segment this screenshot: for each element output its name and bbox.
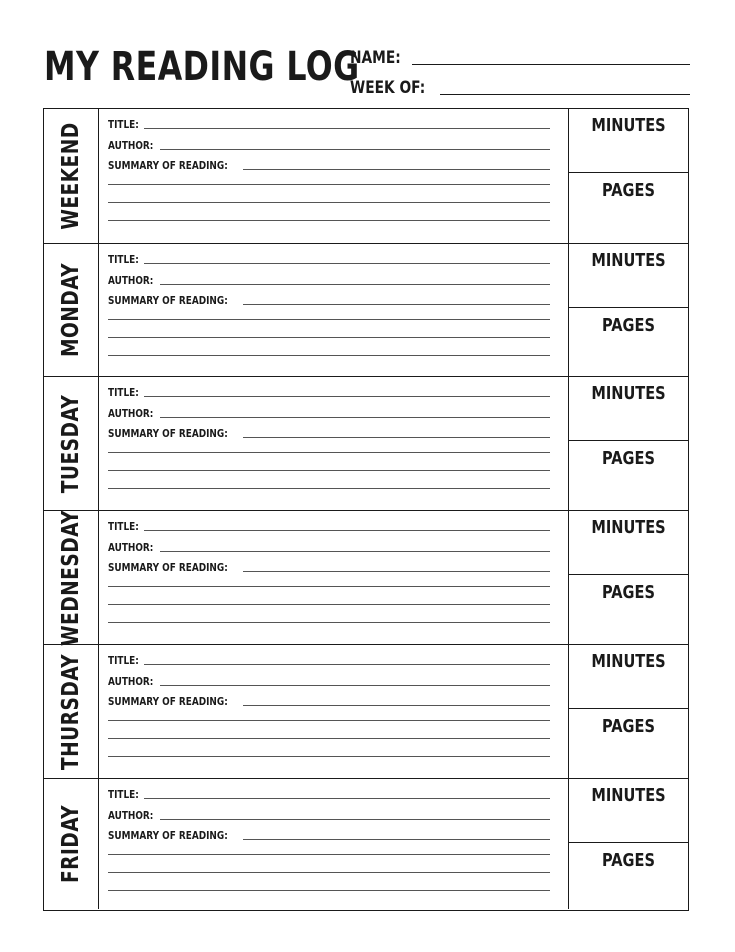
day-row-weekend	[44, 109, 688, 243]
day-column	[44, 377, 99, 510]
summary-rule[interactable]	[108, 319, 550, 320]
stats-column	[569, 645, 688, 778]
author-label: AUTHOR:	[108, 809, 154, 822]
summary-line[interactable]	[243, 839, 550, 840]
summary-field[interactable]	[108, 290, 550, 307]
pages-label: PAGES	[602, 850, 655, 871]
entry-column	[99, 645, 569, 778]
minutes-label: MINUTES	[591, 383, 666, 404]
author-field[interactable]	[108, 537, 550, 554]
summary-rule[interactable]	[108, 488, 550, 489]
pages-label: PAGES	[602, 315, 655, 336]
pages-label: PAGES	[602, 582, 655, 603]
day-label: WEDNESDAY	[58, 509, 84, 646]
week-of-label: WEEK OF:	[350, 78, 426, 98]
title-field[interactable]	[108, 515, 550, 533]
day-label: TUESDAY	[58, 394, 84, 493]
day-column	[44, 109, 99, 243]
pages-label: PAGES	[602, 180, 655, 201]
pages-box[interactable]	[569, 842, 688, 909]
author-label: AUTHOR:	[108, 274, 154, 287]
day-label: FRIDAY	[58, 804, 84, 884]
title-label: TITLE:	[108, 253, 139, 266]
entry-column	[99, 779, 569, 909]
summary-field[interactable]	[108, 557, 550, 574]
title-field[interactable]	[108, 113, 550, 131]
summary-line[interactable]	[243, 705, 550, 706]
author-field[interactable]	[108, 270, 550, 287]
summary-rule[interactable]	[108, 220, 550, 221]
entry-column	[99, 244, 569, 376]
summary-rule[interactable]	[108, 890, 550, 891]
title-label: TITLE:	[108, 118, 139, 131]
reading-log-table	[43, 108, 689, 911]
summary-rule[interactable]	[108, 738, 550, 739]
stats-column	[569, 109, 688, 243]
summary-rule[interactable]	[108, 586, 550, 587]
title-label: TITLE:	[108, 520, 139, 533]
summary-line[interactable]	[243, 437, 550, 438]
summary-line[interactable]	[243, 169, 550, 170]
summary-rule[interactable]	[108, 470, 550, 471]
summary-field[interactable]	[108, 825, 550, 842]
day-column	[44, 244, 99, 376]
week-of-line[interactable]	[440, 94, 690, 95]
day-row-thursday	[44, 644, 688, 778]
week-of-field[interactable]	[350, 74, 690, 98]
summary-rule[interactable]	[108, 604, 550, 605]
summary-rule[interactable]	[108, 756, 550, 757]
title-field[interactable]	[108, 783, 550, 801]
author-label: AUTHOR:	[108, 675, 154, 688]
stats-column	[569, 511, 688, 644]
title-line[interactable]	[144, 664, 550, 665]
pages-label: PAGES	[602, 716, 655, 737]
title-field[interactable]	[108, 649, 550, 667]
summary-rule[interactable]	[108, 202, 550, 203]
summary-rule[interactable]	[108, 622, 550, 623]
title-field[interactable]	[108, 381, 550, 399]
summary-rule[interactable]	[108, 184, 550, 185]
author-field[interactable]	[108, 403, 550, 420]
summary-rule[interactable]	[108, 872, 550, 873]
title-label: TITLE:	[108, 654, 139, 667]
page-title: MY READING LOG	[44, 44, 360, 90]
day-label: THURSDAY	[58, 653, 84, 770]
summary-label: SUMMARY OF READING:	[108, 829, 228, 842]
stats-column	[569, 779, 688, 909]
title-line[interactable]	[144, 396, 550, 397]
day-row-friday	[44, 778, 688, 909]
summary-label: SUMMARY OF READING:	[108, 695, 228, 708]
author-field[interactable]	[108, 135, 550, 152]
summary-rule[interactable]	[108, 355, 550, 356]
author-line[interactable]	[160, 819, 550, 820]
summary-label: SUMMARY OF READING:	[108, 294, 228, 307]
summary-line[interactable]	[243, 571, 550, 572]
minutes-label: MINUTES	[591, 115, 666, 136]
day-row-monday	[44, 243, 688, 376]
summary-field[interactable]	[108, 691, 550, 708]
summary-rule[interactable]	[108, 337, 550, 338]
author-field[interactable]	[108, 671, 550, 688]
summary-field[interactable]	[108, 423, 550, 440]
day-column	[44, 511, 99, 644]
author-line[interactable]	[160, 417, 550, 418]
title-field[interactable]	[108, 248, 550, 266]
pages-box[interactable]	[569, 708, 688, 778]
author-label: AUTHOR:	[108, 407, 154, 420]
summary-label: SUMMARY OF READING:	[108, 561, 228, 574]
summary-line[interactable]	[243, 304, 550, 305]
minutes-label: MINUTES	[591, 785, 666, 806]
author-line[interactable]	[160, 284, 550, 285]
title-label: TITLE:	[108, 788, 139, 801]
minutes-label: MINUTES	[591, 651, 666, 672]
pages-box[interactable]	[569, 440, 688, 510]
title-line[interactable]	[144, 128, 550, 129]
minutes-box[interactable]	[569, 645, 688, 709]
pages-label: PAGES	[602, 448, 655, 469]
entry-column	[99, 511, 569, 644]
title-line[interactable]	[144, 263, 550, 264]
day-row-tuesday	[44, 376, 688, 510]
day-label: WEEKEND	[58, 122, 84, 230]
summary-field[interactable]	[108, 155, 550, 172]
minutes-label: MINUTES	[591, 517, 666, 538]
name-label: NAME:	[350, 48, 401, 68]
stats-column	[569, 244, 688, 376]
summary-rule[interactable]	[108, 720, 550, 721]
stats-column	[569, 377, 688, 510]
title-line[interactable]	[144, 798, 550, 799]
summary-label: SUMMARY OF READING:	[108, 427, 228, 440]
author-label: AUTHOR:	[108, 541, 154, 554]
pages-box[interactable]	[569, 307, 688, 376]
author-line[interactable]	[160, 149, 550, 150]
author-label: AUTHOR:	[108, 139, 154, 152]
minutes-box[interactable]	[569, 244, 688, 308]
title-label: TITLE:	[108, 386, 139, 399]
day-row-wednesday	[44, 510, 688, 644]
day-column	[44, 645, 99, 778]
day-column	[44, 779, 99, 909]
day-label: MONDAY	[58, 262, 84, 358]
summary-rule[interactable]	[108, 854, 550, 855]
entry-column	[99, 109, 569, 243]
minutes-box[interactable]	[569, 511, 688, 575]
minutes-box[interactable]	[569, 377, 688, 441]
title-line[interactable]	[144, 530, 550, 531]
minutes-box[interactable]	[569, 109, 688, 173]
name-field[interactable]	[350, 44, 690, 68]
pages-box[interactable]	[569, 172, 688, 243]
minutes-label: MINUTES	[591, 250, 666, 271]
author-line[interactable]	[160, 685, 550, 686]
summary-label: SUMMARY OF READING:	[108, 159, 228, 172]
summary-rule[interactable]	[108, 452, 550, 453]
minutes-box[interactable]	[569, 779, 688, 843]
author-line[interactable]	[160, 551, 550, 552]
entry-column	[99, 377, 569, 510]
name-line[interactable]	[412, 64, 690, 65]
pages-box[interactable]	[569, 574, 688, 644]
author-field[interactable]	[108, 805, 550, 822]
